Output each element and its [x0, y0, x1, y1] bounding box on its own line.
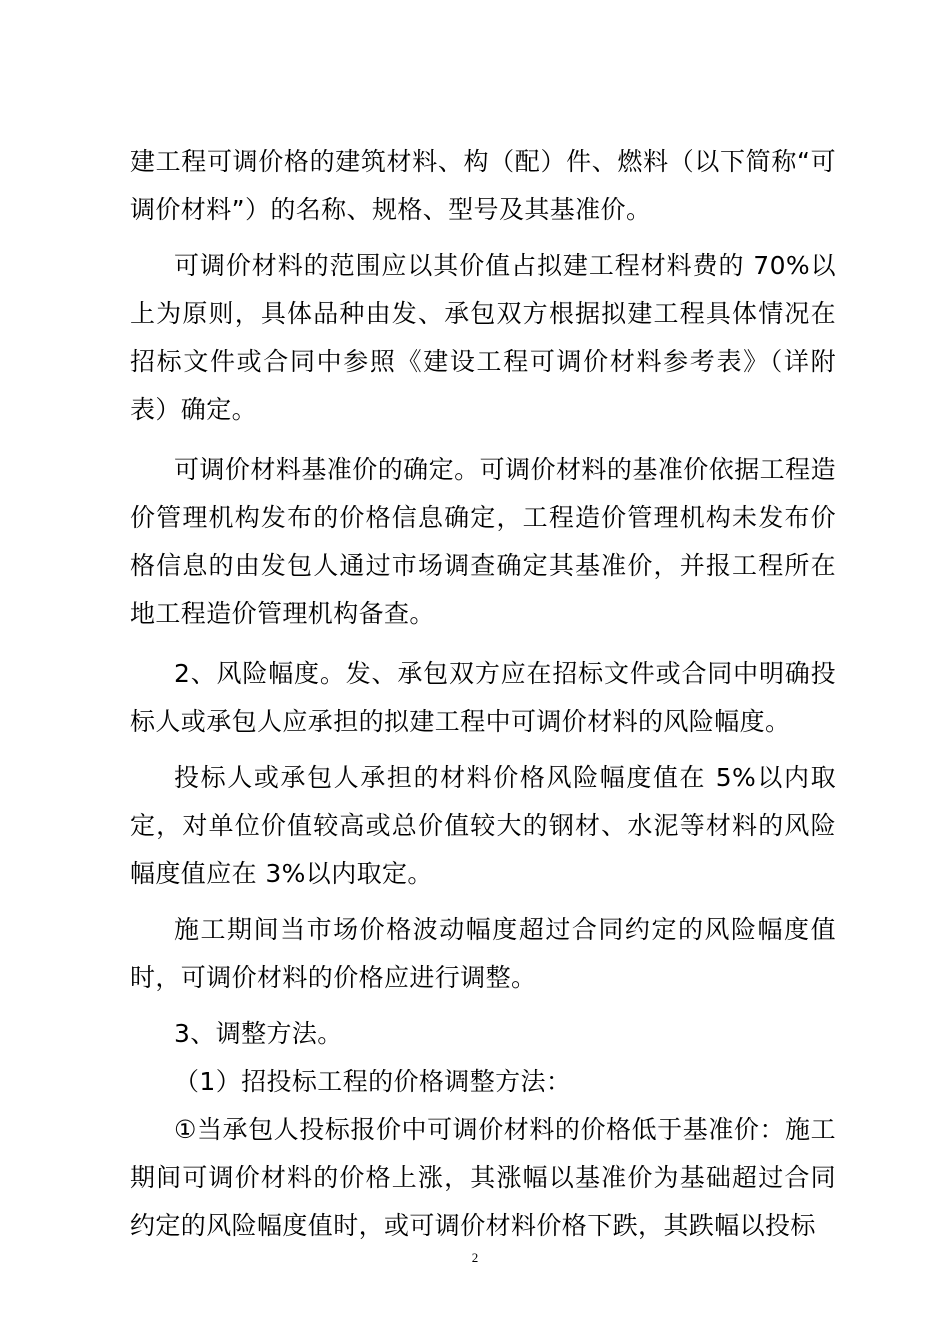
- paragraph-continuation: 建工程可调价格的建筑材料、构（配）件、燃料（以下简称“可调价材料”）的名称、规格、型号及其基准价。: [130, 147, 836, 224]
- heading-bidding-adjustment: （1）招投标工程的价格调整方法：: [174, 1067, 572, 1096]
- document-body: [130, 138, 836, 1250]
- heading-adjustment-method: 3、调整方法。: [174, 1019, 343, 1048]
- paragraph-base-price: 可调价材料基准价的确定。可调价材料的基准价依据工程造价管理机构发布的价格信息确定，工程造价管理机构未发布价格信息的由发包人通过市场调查确定其基准价，并报工程所在地工程造价管理机构备查。: [130, 455, 836, 628]
- paragraph-price-adjustment: 施工期间当市场价格波动幅度超过合同约定的风险幅度值时，可调价材料的价格应进行调整。: [130, 915, 836, 992]
- paragraph-risk-values: 投标人或承包人承担的材料价格风险幅度值在 5%以内取定，对单位价值较高或总价值较大的钢材、水泥等材料的风险幅度值应在 3%以内取定。: [130, 763, 836, 888]
- paragraph-material-scope: 可调价材料的范围应以其价值占拟建工程材料费的 70%以上为原则，具体品种由发、承包双方根据拟建工程具体情况在招标文件或合同中参照《建设工程可调价材料参考表》（详附表）确定。: [130, 251, 836, 424]
- paragraph-bid-price-below-base: ①当承包人投标报价中可调价材料的价格低于基准价：施工期间可调价材料的价格上涨，其涨幅以基准价为基础超过合同约定的风险幅度值时，或可调价材料价格下跌，其跌幅以投标: [130, 1115, 836, 1240]
- page-number: 2: [471, 1250, 479, 1265]
- paragraph-risk-range: 2、风险幅度。发、承包双方应在招标文件或合同中明确投标人或承包人应承担的拟建工程中可调价材料的风险幅度。: [130, 659, 836, 736]
